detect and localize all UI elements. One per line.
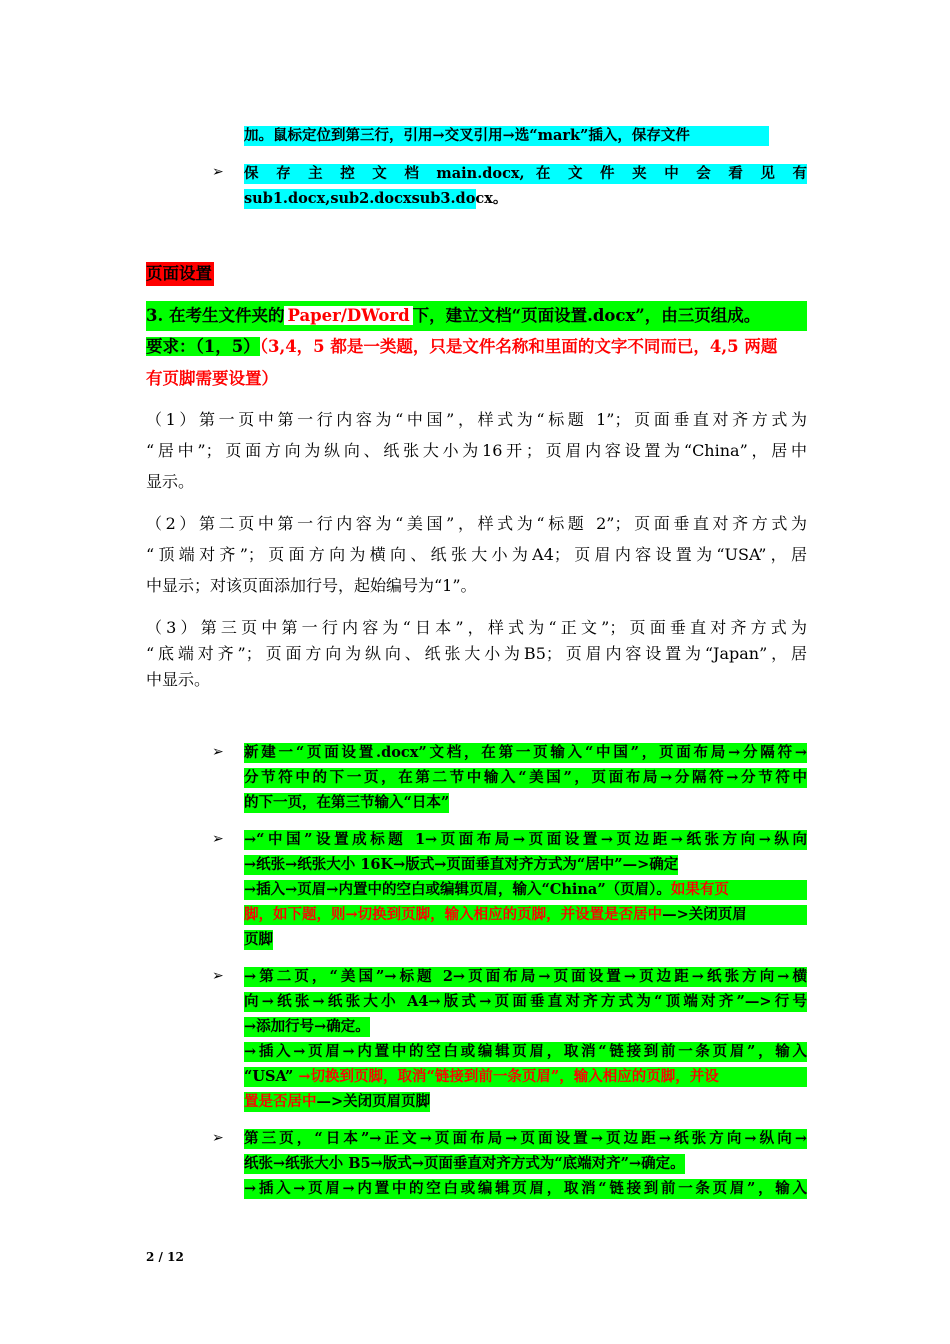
requirement-note-b: 有页脚需要设置） [146, 369, 278, 388]
step-3-line-1: →第二页，“美国”→标题 2→页面布局→页面设置→页边距→纸张方向→横 [244, 968, 807, 985]
question-prefix: 3. 在考生文件夹的 [146, 306, 285, 325]
para-2-line-3: 中显示；对该页面添加行号，起始编号为“1”。 [146, 576, 477, 595]
page-number: 2 / 12 [146, 1250, 184, 1264]
step-3-line-6 [244, 1092, 430, 1112]
question-folder: Paper/DWord [284, 306, 412, 325]
step-1-line-1: 新建一“页面设置.docx”文档，在第一页输入“中国”，页面布局→分隔符→ [244, 744, 807, 761]
requirement-line [146, 332, 777, 362]
step-3-line-6-main: —>关闭页眉页脚 [316, 1093, 431, 1110]
requirement-note-a: （3,4，5 都是一类题，只是文件名称和里面的文字不同而已，4,5 两题 [259, 337, 778, 356]
step-3-line-3: →添加行号→确定。 [244, 1018, 370, 1035]
step-3-line-2: 向→纸张→纸张大小 A4→版式→页面垂直对齐方式为“顶端对齐”—>行号 [244, 993, 807, 1010]
step-2-line-4-note: 脚，如下题，则→切换到页脚，输入相应的页脚，并设置是否居中 [244, 906, 663, 923]
step-2-line-1: →“中国”设置成标题 1→页面布局→页面设置→页边距→纸张方向→纵向 [244, 831, 807, 848]
top-line-1: 加。鼠标定位到第三行，引用→交叉引用→选“mark”插入，保存文件 [244, 126, 769, 146]
para-3-line-1: （3）第三页中第一行内容为“日本”，样式为“正文”；页面垂直对齐方式为 [146, 618, 807, 637]
para-2-line-1: （2）第二页中第一行内容为“美国”，样式为“标题 2”；页面垂直对齐方式为 [146, 514, 807, 533]
step-1-line-3: 的下一页，在第三节输入“日本” [244, 794, 450, 811]
question-heading [146, 301, 807, 331]
step-3-line-5 [244, 1067, 807, 1087]
para-3-line-3: 中显示。 [146, 670, 211, 689]
step-2-line-3-note: 如果有页 [670, 881, 729, 898]
top-line-3: sub1.docx,sub2.docxsub3.docx。 [244, 190, 508, 207]
para-3-line-2: “底端对齐”；页面方向为纵向、纸张大小为B5；页眉内容设置为“Japan”，居 [146, 644, 807, 663]
requirement-label: 要求：（1，5） [146, 337, 260, 356]
step-3-line-6-note: 置是否居中 [244, 1093, 317, 1110]
step-3-line-5-main: “USA” [244, 1068, 294, 1085]
step-2-line-4-main: —>关闭页眉 [662, 906, 747, 923]
step-4-line-1: 第三页，“日本”→正文→页面布局→页面设置→页边距→纸张方向→纵向→ [244, 1130, 807, 1147]
step-2-line-2: →纸张→纸张大小 16K→版式→页面垂直对齐方式为“居中”—>确定 [244, 856, 679, 873]
step-4-line-2: 纸张→纸张大小 B5→版式→页面垂直对齐方式为“底端对齐”→确定。 [244, 1155, 685, 1172]
top-line-2: 保 存 主 控 文 档 main.docx, 在 文 件 夹 中 会 看 见 有 [244, 165, 807, 182]
para-1-line-1: （1）第一页中第一行内容为“中国”，样式为“标题 1”；页面垂直对齐方式为 [146, 410, 807, 429]
step-2-line-3-main: →插入→页眉→内置中的空白或编辑页眉，输入“China”（页眉）。 [244, 881, 671, 898]
bullet-icon: ➢ [212, 831, 224, 847]
para-1-line-3: 显示。 [146, 472, 195, 491]
bullet-icon: ➢ [212, 968, 224, 984]
step-2-line-5: 页脚 [244, 931, 273, 948]
step-1-line-2: 分节符中的下一页，在第二节中输入“美国”，页面布局→分隔符→分节符中 [244, 769, 807, 786]
bullet-icon: ➢ [212, 164, 224, 180]
bullet-icon: ➢ [212, 744, 224, 760]
para-2-line-2: “顶端对齐”；页面方向为横向、纸张大小为A4；页眉内容设置为“USA”，居 [146, 545, 807, 564]
section-title: 页面设置 [146, 262, 214, 286]
step-4-line-3: →插入→页眉→内置中的空白或编辑页眉，取消“链接到前一条页眉”，输入 [244, 1180, 807, 1197]
step-3-line-4: →插入→页眉→内置中的空白或编辑页眉，取消“链接到前一条页眉”，输入 [244, 1043, 807, 1060]
para-1-line-2: “居中”；页面方向为纵向、纸张大小为16开；页眉内容设置为“China”，居中 [146, 441, 807, 460]
bullet-icon: ➢ [212, 1130, 224, 1146]
step-2-line-4 [244, 905, 807, 925]
step-2-line-3 [244, 880, 807, 900]
step-3-line-5-note: →切换到页脚，取消“链接到前一条页眉”，输入相应的页脚，并设 [293, 1068, 719, 1085]
question-suffix: 下，建立文档“页面设置.docx”，由三页组成。 [412, 306, 761, 325]
